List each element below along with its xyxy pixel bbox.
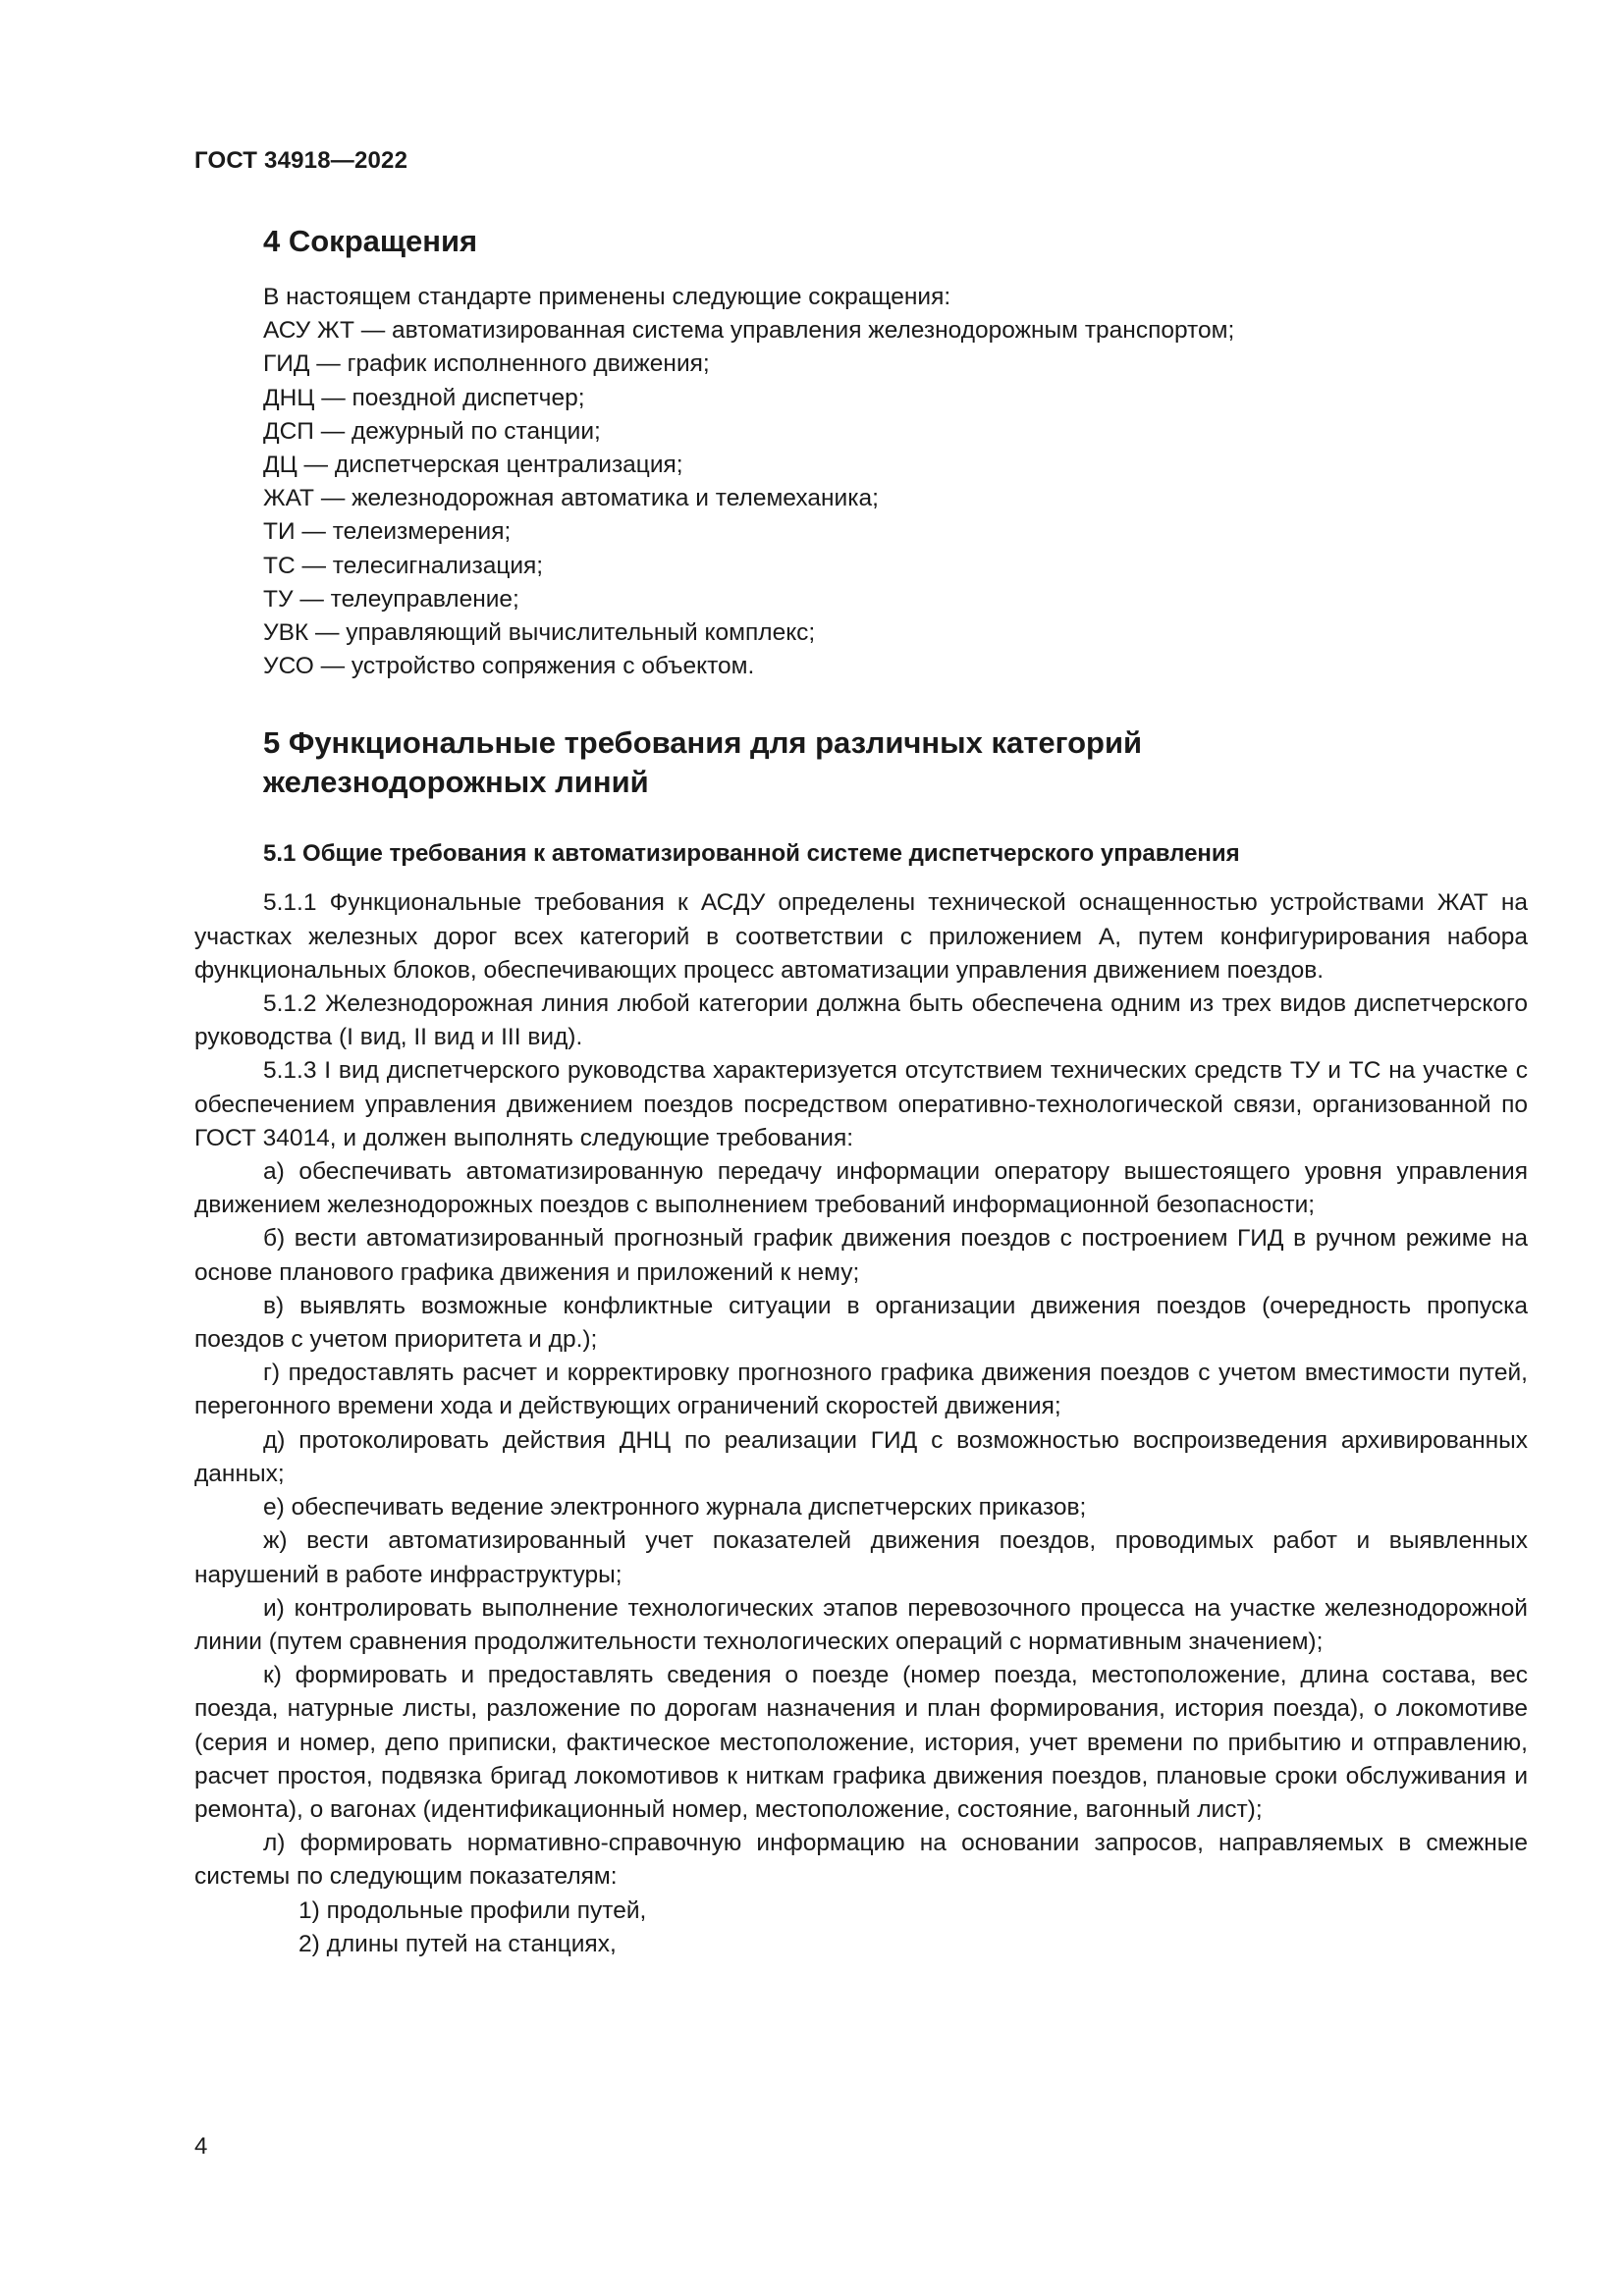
page-number: 4 xyxy=(194,2133,208,2160)
requirement-item-g: г) предоставлять расчет и корректировку прогнозного графика движения поездов с учетом вместимости путей, перегонного времени хода и действующих ограничений скоростей движения; xyxy=(194,1360,1528,1420)
abbreviation-item: ДСП — дежурный по станции; xyxy=(263,417,601,445)
abbreviation-item: ТС — телесигнализация; xyxy=(263,552,544,579)
requirement-item-zh: ж) вести автоматизированный учет показателей движения поездов, проводимых работ и выявленных нарушений в работе инфраструктуры; xyxy=(194,1527,1528,1588)
requirement-item-b: б) вести автоматизированный прогнозный график движения поездов с построением ГИД в ручном режиме на основе планового графика движения и приложений к нему; xyxy=(194,1225,1528,1286)
abbreviation-item: ТИ — телеизмерения; xyxy=(263,518,512,546)
requirement-item-l: л) формировать нормативно-справочную информацию на основании запросов, направляемых в смежные системы по следующим показателям: xyxy=(194,1830,1528,1891)
abbreviation-item: АСУ ЖТ — автоматизированная система управления железнодорожным транспортом; xyxy=(263,317,1235,345)
requirement-item-k: к) формировать и предоставлять сведения о поезде (номер поезда, местоположение, длина состава, вес поезда, натурные листы, разложение по дорогам назначения и план формирования, история поезда), о локомотиве (серия и номер, депо приписки, фактическое местоположение, история, учет времени по прибытию и отправлению, расчет простоя, подвязка бригад локомотивов к ниткам графика движения поездов, плановые сроки обслуживания и ремонта), о вагонах (идентификационный номер, местоположение, состояние, вагонный лист); xyxy=(194,1662,1528,1823)
abbreviation-item: УСО — устройство сопряжения с объектом. xyxy=(263,653,755,680)
requirement-item-e: е) обеспечивать ведение электронного журнала диспетчерских приказов; xyxy=(263,1494,1087,1522)
page-content xyxy=(194,222,1528,1961)
abbreviations-intro: В настоящем стандарте применены следующие сокращения: xyxy=(263,284,951,310)
numbered-subitem: 1) продольные профили путей, xyxy=(298,1896,647,1924)
abbreviation-item: ЖАТ — железнодорожная автоматика и телемеханика; xyxy=(263,485,879,512)
section-4-title: 4 Сокращения xyxy=(263,224,478,258)
requirement-item-a: а) обеспечивать автоматизированную передачу информации оператору вышестоящего уровня управления движением железнодорожных поездов с выполнением требований информационной безопасности; xyxy=(194,1158,1528,1219)
section-5-title-line-2: железнодорожных линий xyxy=(263,765,649,800)
abbreviation-item: ГИД — график исполненного движения; xyxy=(263,350,710,378)
section-5-title xyxy=(194,723,1528,802)
abbreviation-item: ТУ — телеуправление; xyxy=(263,585,519,613)
subsection-5-1-title: 5.1 Общие требования к автоматизированной системе диспетчерского управления xyxy=(263,840,1240,868)
paragraph-5-1-1: 5.1.1 Функциональные требования к АСДУ определены технической оснащенностью устройствами ЖАТ на участках железных дорог всех категорий в соответствии с приложением А, путем конфигурирования набора функциональных блоков, обеспечивающих процесс автоматизации управления движением поездов. xyxy=(194,889,1528,984)
requirement-item-i: и) контролировать выполнение технологических этапов перевозочного процесса на участке железнодорожной линии (путем сравнения продолжительности технологических операций с нормативным значением); xyxy=(194,1594,1528,1655)
paragraph-5-1-3: 5.1.3 I вид диспетчерского руководства характеризуется отсутствием технических средств ТУ и ТС на участке с обеспечением управления движением поездов посредством оперативно-технологической связи, организованной по ГОСТ 34014, и должен выполнять следующие требования: xyxy=(194,1057,1528,1151)
numbered-subitem: 2) длины путей на станциях, xyxy=(298,1930,617,1957)
requirement-item-v: в) выявлять возможные конфликтные ситуации в организации движения поездов (очередность пропуска поездов с учетом приоритета и др.); xyxy=(194,1292,1528,1354)
abbreviation-item: ДНЦ — поездной диспетчер; xyxy=(263,384,585,411)
requirement-item-d: д) протоколировать действия ДНЦ по реализации ГИД с возможностью воспроизведения архивированных данных; xyxy=(194,1426,1528,1487)
document-code-header: ГОСТ 34918—2022 xyxy=(194,147,408,174)
abbreviation-item: ДЦ — диспетчерская централизация; xyxy=(263,452,683,479)
section-5-title-line-1: 5 Функциональные требования для различных категорий xyxy=(263,725,1143,761)
paragraph-5-1-2: 5.1.2 Железнодорожная линия любой категории должна быть обеспечена одним из трех видов диспетчерского руководства (I вид, II вид и III вид). xyxy=(194,990,1528,1051)
abbreviation-item: УВК — управляющий вычислительный комплекс; xyxy=(263,619,816,647)
abbreviations-list xyxy=(194,281,1528,683)
